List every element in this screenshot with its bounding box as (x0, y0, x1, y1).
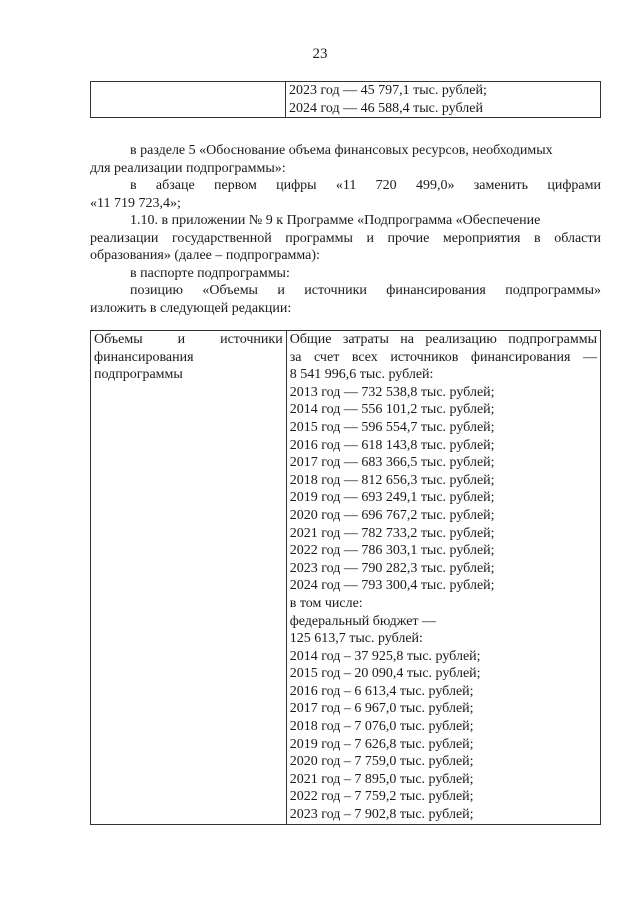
right-cell-line: 2013 год — 732 538,8 тыс. рублей; (289, 384, 495, 400)
right-cell-line: Общие затраты на реализацию подпрограммы (289, 332, 597, 347)
top-table-right-cell (286, 82, 601, 118)
main-table-left-cell (91, 331, 287, 825)
paragraph-line: 1.10. в приложении № 9 к Программе «Подпрограмма «Обеспечение (130, 213, 541, 228)
right-cell-line: 2021 год — 782 733,2 тыс. рублей; (289, 525, 495, 541)
paragraph-line: позицию «Объемы и источники финансирования подпрограммы» (130, 283, 601, 298)
right-cell-line: 2015 год – 20 090,4 тыс. рублей; (289, 666, 481, 682)
left-cell-line: Объемы и источники (94, 332, 283, 347)
right-cell-line: за счет всех источников финансирования — (289, 349, 597, 365)
paragraph-line: в паспорте подпрограммы: (130, 265, 290, 281)
top-table (90, 81, 601, 118)
table-row (91, 331, 601, 825)
main-table-right-cell (286, 331, 600, 825)
right-cell-line: 2017 год — 683 366,5 тыс. рублей; (289, 455, 495, 471)
left-cell-line: подпрограммы (94, 367, 183, 383)
left-cell-line: финансирования (94, 349, 194, 365)
paragraph-line: «11 719 723,4»; (90, 195, 181, 211)
body-text (90, 142, 601, 317)
right-cell-line: 2018 год — 812 656,3 тыс. рублей; (289, 472, 495, 488)
main-table (90, 330, 601, 825)
page-number: 23 (312, 46, 328, 62)
right-cell-line: 2019 год – 7 626,8 тыс. рублей; (289, 736, 474, 752)
paragraph-line: для реализации подпрограммы»: (90, 160, 286, 176)
right-cell-line: 2020 год – 7 759,0 тыс. рублей; (289, 754, 474, 770)
paragraph-line: в абзаце первом цифры «11 720 499,0» заменить цифрами (130, 178, 601, 193)
right-cell-line: 2019 год — 693 249,1 тыс. рублей; (289, 490, 495, 506)
right-cell-line: федеральный бюджет — (289, 613, 437, 629)
right-cell-line: 2014 год – 37 925,8 тыс. рублей; (289, 648, 481, 664)
right-cell-line: 2016 год – 6 613,4 тыс. рублей; (289, 683, 474, 699)
paragraph-line: реализации государственной программы и прочие мероприятия в области (90, 230, 601, 246)
right-cell-line: 2017 год – 6 967,0 тыс. рублей; (289, 701, 474, 717)
paragraph-line: изложить в следующей редакции: (90, 300, 292, 316)
paragraph-line: в разделе 5 «Обоснование объема финансовых ресурсов, необходимых (130, 143, 553, 158)
right-cell-line: 2016 год — 618 143,8 тыс. рублей; (289, 437, 495, 453)
top-table-left-cell (91, 82, 286, 118)
right-cell-line: 2022 год — 786 303,1 тыс. рублей; (289, 543, 495, 559)
right-cell-line: 2014 год — 556 101,2 тыс. рублей; (289, 402, 495, 418)
right-cell-line: в том числе: (289, 595, 363, 611)
paragraph-line: образования» (далее – подпрограмма): (90, 248, 320, 263)
right-cell-line: 125 613,7 тыс. рублей: (289, 631, 423, 647)
right-cell-line: 2023 год – 7 902,8 тыс. рублей; (289, 807, 474, 823)
right-cell-line: 2022 год – 7 759,2 тыс. рублей; (289, 789, 474, 805)
right-cell-line: 2020 год — 696 767,2 тыс. рублей; (289, 507, 495, 523)
right-cell-line: 8 541 996,6 тыс. рублей: (289, 367, 434, 383)
top-table-line: 2023 год — 45 797,1 тыс. рублей; (289, 83, 487, 98)
right-cell-line: 2018 год – 7 076,0 тыс. рублей; (289, 719, 474, 735)
right-cell-line: 2021 год – 7 895,0 тыс. рублей; (289, 771, 474, 787)
right-cell-line: 2024 год — 793 300,4 тыс. рублей; (289, 578, 495, 594)
table-row (91, 82, 601, 118)
top-table-line: 2024 год — 46 588,4 тыс. рублей (289, 100, 483, 116)
right-cell-line: 2015 год — 596 554,7 тыс. рублей; (289, 419, 495, 435)
right-cell-line: 2023 год — 790 282,3 тыс. рублей; (289, 560, 495, 576)
